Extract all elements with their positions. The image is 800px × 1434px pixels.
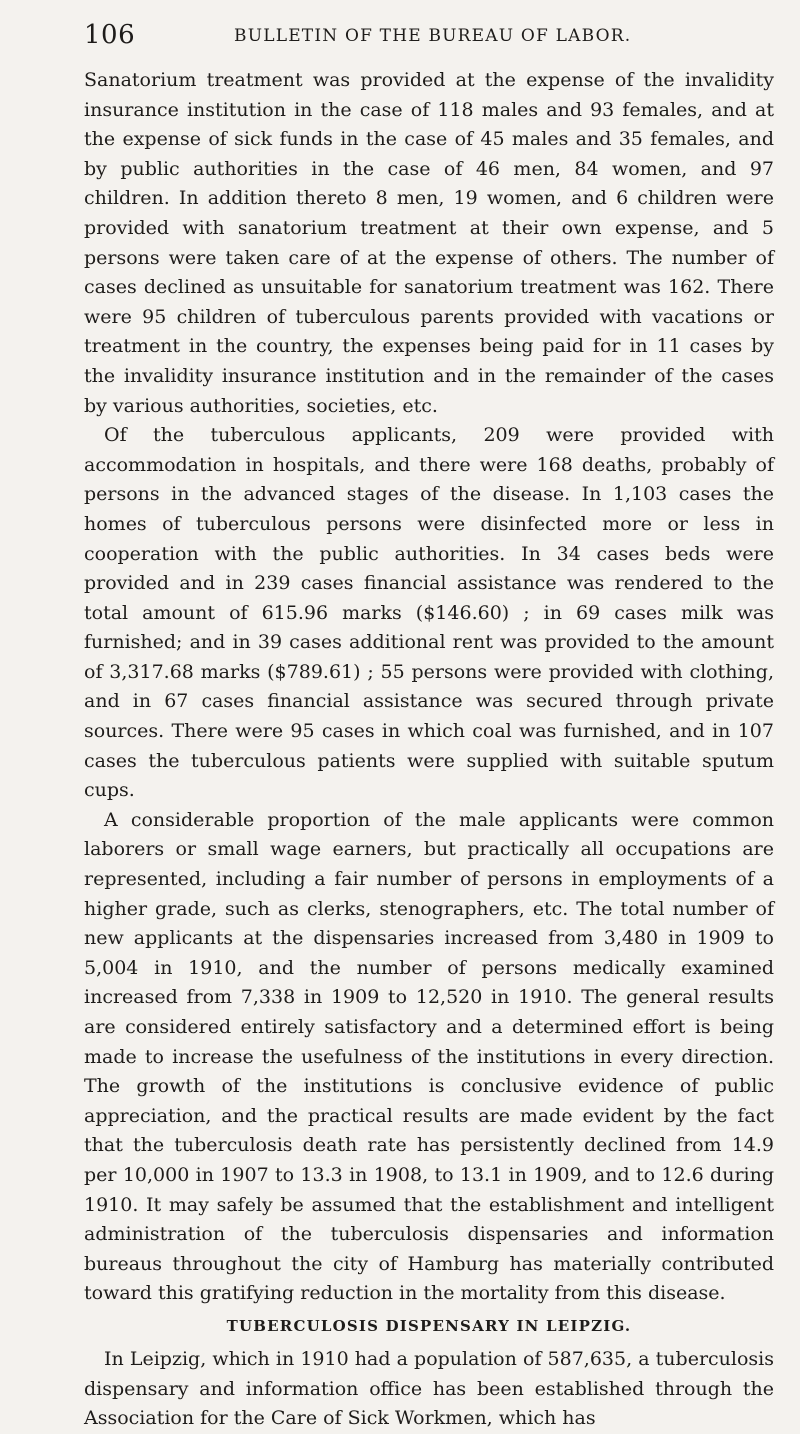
- paragraph-tuberculous-applicants: Of the tuberculous applicants, 209 were provided with accommodation in hospitals, and there were 168 deaths, probably of persons in the advanced stages of the disease. In 1,103 cases the homes of tuberculous persons were disinfected more or less in cooperation with the public authorities. In 34 cases beds were provided and in 239 cases financial assistance was rendered to the total amount of 615.96 marks ($146.60) ; in 69 cases milk was furnished; and in 39 cases additional rent was provided to the amount of 3,317.68 marks ($789.61) ; 55 persons were provided with clothing, and in 67 cases financial assistance was secured through private sources. There were 95 cases in which coal was furnished, and in 107 cases the tuberculous patients were supplied with suitable sputum cups.: [84, 424, 774, 802]
- running-head: BULLETIN OF THE BUREAU OF LABOR.: [234, 26, 632, 46]
- page-header: [84, 20, 774, 66]
- paragraph-occupations-results: A considerable proportion of the male applicants were common laborers or small wage earners, but practically all occupations are represented, including a fair number of persons in employments of a higher grade, such as clerks, stenographers, etc. The total number of new applicants at the dispensaries increased from 3,480 in 1909 to 5,004 in 1910, and the number of persons medically examined increased from 7,338 in 1909 to 12,520 in 1910. The general results are considered entirely satisfactory and a determined effort is being made to increase the usefulness of the institutions in every direction. The growth of the institutions is conclusive evidence of public appreciation, and the practical results are made evident by the fact that the tuberculosis death rate has persistently declined from 14.9 per 10,000 in 1907 to 13.3 in 1908, to 13.1 in 1909, and to 12.6 during 1910. It may safely be assumed that the establishment and intelligent administration of the tuberculosis dispensaries and information bureaus throughout the city of Hamburg has materially contributed toward this gratifying reduction in the mortality from this disease.: [84, 808, 774, 1305]
- body-text: [84, 66, 774, 1434]
- paragraph-sanatorium-treatment: Sanatorium treatment was provided at the expense of the invalidity insurance institution in the case of 118 males and 93 females, and at the expense of sick funds in the case of 45 males and 35 females, and by public authorities in the case of 46 men, 84 women, and 97 children. In addition thereto 8 men, 19 women, and 6 children were provided with sanatorium treatment at their own expense, and 5 persons were taken care of at the expense of others. The number of cases declined as unsuitable for sanatorium treatment was 162. There were 95 children of tuberculous parents provided with vacations or treatment in the country, the expenses being paid for in 11 cases by the invalidity insurance institution and in the remainder of the cases by various authorities, societies, etc.: [84, 69, 774, 417]
- section-heading: TUBERCULOSIS DISPENSARY IN LEIPZIG.: [226, 1316, 632, 1335]
- page-number: 106: [84, 20, 136, 50]
- paragraph-leipzig: In Leipzig, which in 1910 had a population of 587,635, a tuberculosis dispensary and information office has been established through the Association for the Care of Sick Workmen, which has: [84, 1347, 774, 1430]
- document-page: [84, 20, 774, 1434]
